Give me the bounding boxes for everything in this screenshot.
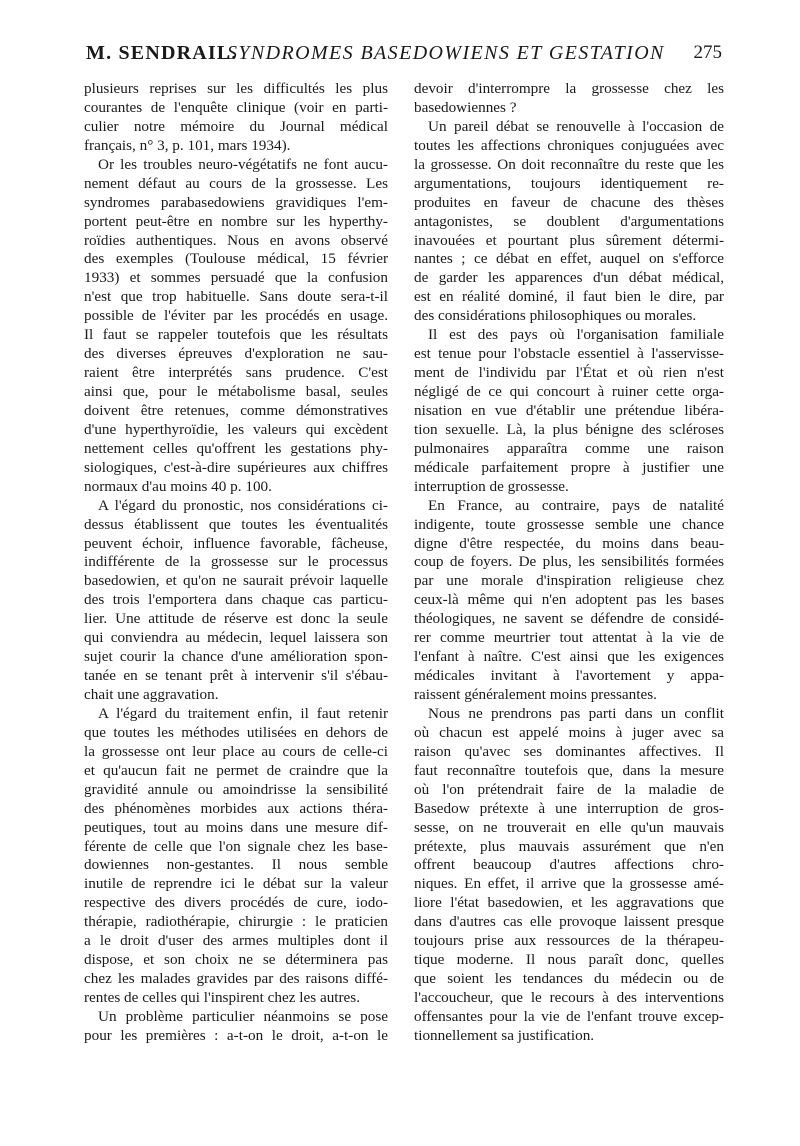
- text-line: nement défaut au cours de la grossesse. Les: [84, 174, 388, 192]
- text-line: offensantes pour la vie de l'enfant trouve excep-: [414, 1007, 724, 1025]
- text-line: plusieurs reprises sur les difficultés les plus: [84, 80, 388, 97]
- text-line: d'une hyperthyroïdie, les valeurs qui excèdent: [84, 420, 388, 438]
- text-line: par une morale d'inspiration religieuse chez: [414, 572, 724, 590]
- text-line: Il est des pays où l'organisation familiale: [428, 326, 724, 344]
- text-line: siologiques, c'est-à-dire supérieures aux chiffres: [84, 458, 388, 476]
- text-line: digne d'être respectée, du moins dans beau-: [414, 534, 724, 552]
- text-line: possible de l'éviter par les procédés en usage.: [84, 307, 388, 325]
- text-line: faut reconnaître toutefois que, dans la mesure: [414, 761, 724, 779]
- text-line: théologiques, ne savent se défendre de considé-: [414, 610, 724, 628]
- left-column: [84, 80, 388, 1046]
- text-line: ainsi que, pour le métabolisme basal, seules: [84, 383, 388, 400]
- text-line: Il faut se rappeler toutefois que les résultats: [84, 326, 388, 344]
- text-line: tionnellement sa justification.: [414, 1026, 595, 1044]
- text-line: Or les troubles neuro-végétatifs ne font aucu-: [98, 155, 388, 173]
- text-line: Basedow prétexte à une interruption de gros-: [414, 799, 724, 817]
- text-line: ceux-là même qui n'en adoptent pas les bases: [414, 591, 724, 609]
- text-line: tique moderne. Il nous paraît donc, quelles: [414, 951, 724, 969]
- text-line: raison qu'avec ses dominantes affectives. Il: [414, 742, 724, 760]
- text-line: produites en faveur de chacune des thèses: [414, 193, 724, 211]
- text-line: courantes de l'enquête clinique (voir en parti-: [84, 98, 388, 116]
- text-line: indigente, toute grossesse semble une chance: [414, 515, 724, 533]
- text-line: des exemples (Toulouse médical, 15 février: [84, 250, 388, 268]
- text-line: férente de celle que l'on signale chez les base-: [84, 837, 388, 855]
- text-line: gravidité annule ou amoindrisse la sensibilité: [84, 780, 388, 798]
- text-line: des considérations philosophiques ou morales.: [414, 307, 697, 325]
- text-line: la grossesse ont leur place au cours de celle-ci: [84, 742, 388, 760]
- text-line: basedowiennes ?: [414, 98, 517, 116]
- header-author: M. SENDRAIL.: [86, 42, 238, 64]
- text-line: tion sexuelle. Là, la plus bénigne des scléroses: [414, 420, 724, 438]
- text-line: nisation en vue d'établir une prétendue libéra-: [414, 401, 724, 419]
- text-line: Nous ne prendrons pas parti dans un conflit: [428, 704, 724, 722]
- text-line: inavouées et pourtant plus sûrement détermi-: [414, 231, 724, 249]
- text-line: coup de foyers. De plus, les sensibilités formées: [414, 553, 724, 571]
- text-line: Un pareil débat se renouvelle à l'occasion de: [428, 117, 724, 135]
- text-line: antagonistes, se doublent d'argumentations: [414, 212, 724, 230]
- text-line: lier. Une attitude de réserve est donc la seule: [84, 610, 388, 628]
- text-line: négligé de ce qui concourt à ruiner cette orga-: [414, 383, 724, 400]
- text-line: que toutes les méthodes utilisées en dehors de: [84, 723, 388, 741]
- text-line: toutes les affections chroniques conjuguées avec: [414, 136, 724, 154]
- text-line: normaux d'au moins 40 p. 100.: [84, 477, 272, 495]
- text-line: dowiennes non-gestantes. Il nous semble: [84, 856, 388, 874]
- text-line: pulmonaires apparaîtra comme une raison: [414, 439, 724, 457]
- text-line: dessus établissent que toutes les éventualités: [84, 515, 388, 533]
- text-line: A l'égard du traitement enfin, il faut retenir: [98, 704, 388, 722]
- text-line: rer comme meurtrier tout attentat à la vie de: [414, 629, 724, 647]
- text-line: thérapie, radiothérapie, chirurgie : le praticien: [84, 913, 388, 931]
- text-line: niques. En effet, il arrive que la grossesse amé-: [414, 875, 724, 893]
- text-line: peutiques, tout au moins dans une mesure dif-: [84, 818, 388, 836]
- text-line: des diverses épreuves d'exploration ne sau-: [84, 345, 388, 363]
- text-line: l'enfant à naître. C'est ainsi que les exigences: [414, 648, 724, 666]
- text-line: tanée en se tenant prêt à intervenir s'il s'ébau-: [84, 667, 388, 685]
- text-line: dans d'autres cas elle provoque laissent presque: [414, 913, 724, 931]
- text-line: et qu'aucun fait ne permet de craindre que la: [84, 761, 388, 779]
- text-line: de garder les apparences d'un débat médical,: [414, 269, 724, 287]
- text-line: qui conviendra au médecin, lequel laissera son: [84, 629, 388, 647]
- right-column: [414, 80, 724, 1046]
- text-line: roïdies authentiques. Nous en avons observé: [84, 231, 388, 249]
- text-line: des trois l'emportera dans chaque cas particu-: [84, 591, 388, 609]
- text-line: que soient les tendances du médecin ou de: [414, 970, 724, 988]
- text-line: rentes de celles qui l'inspirent chez les autres.: [84, 989, 361, 1006]
- text-line: En France, au contraire, pays de natalité: [428, 496, 724, 514]
- text-line: Un problème particulier néanmoins se pose: [98, 1007, 388, 1025]
- text-line: toujours prise aux ressources de la thérapeu-: [414, 932, 724, 950]
- text-line: ment de l'individu par l'État et où rien n'est: [414, 364, 724, 382]
- text-line: médicale parfaitement propre à justifier une: [414, 458, 724, 476]
- text-line: chait une aggravation.: [84, 686, 219, 703]
- text-line: sujet courir la chance d'une amélioration spon-: [84, 648, 388, 666]
- text-line: prétexte, plus mauvais assurément que n'en: [414, 837, 724, 855]
- text-line: syndromes parabasedowiens gravidiques l'em-: [84, 193, 388, 211]
- text-line: où chacun est appelé moins à juger avec sa: [414, 723, 724, 741]
- text-line: est tenue pour l'obstacle essentiel à l'asservisse-: [414, 345, 724, 363]
- text-line: médicales invitant à l'avortement y appa-: [414, 667, 724, 685]
- text-line: l'accoucheur, que le recours à des interventions: [414, 989, 724, 1006]
- text-line: chez les malades gravides par des raisons diffé-: [84, 970, 388, 988]
- text-line: dispose, et son choix ne se déterminera pas: [84, 951, 388, 969]
- text-line: devoir d'interrompre la grossesse chez les: [414, 80, 724, 97]
- text-line: a le droit d'user des armes multiples dont il: [84, 932, 388, 950]
- text-line: argumentations, toujours identiquement re-: [414, 174, 724, 192]
- text-line: raient être interprétés sans prudence. C'est: [84, 364, 388, 382]
- text-line: offrent beaucoup d'autres affections chro-: [414, 856, 724, 874]
- text-line: liore l'état basedowien, et les aggravations que: [414, 894, 724, 912]
- text-line: indifférente de la grossesse sur le processus: [84, 553, 388, 571]
- text-line: A l'égard du pronostic, nos considérations ci-: [98, 496, 388, 514]
- text-line: peuvent échoir, influence favorable, fâcheuse,: [84, 534, 388, 552]
- header-title: SYNDROMES BASEDOWIENS ET GESTATION: [227, 42, 665, 64]
- text-line: basedowien, et qu'on ne saurait prévoir laquelle: [84, 572, 388, 590]
- text-line: respective des divers procédés de cure, iodo-: [84, 894, 388, 912]
- text-line: raissent généralement moins pressantes.: [414, 686, 657, 703]
- text-line: n'est que trop habituelle. Sans doute sera-t-il: [84, 288, 388, 306]
- text-line: pour les premières : a-t-on le droit, a-t-on le: [84, 1026, 388, 1044]
- text-line: la grossesse. On doit reconnaître du reste que les: [414, 155, 724, 173]
- text-line: est en réalité dominé, il faut bien le dire, par: [414, 288, 724, 306]
- text-line: doivent être retenues, comme démonstratives: [84, 401, 388, 419]
- running-header: [86, 42, 722, 74]
- page-number: 275: [693, 42, 722, 63]
- text-line: sesse, on ne trouverait en elle qu'un mauvais: [414, 818, 724, 836]
- text-line: portent peut-être en nombre sur les hyperthy-: [84, 212, 388, 230]
- text-line: nettement celles qu'offrent les gestations phy-: [84, 439, 388, 457]
- text-line: interruption de grossesse.: [414, 477, 569, 495]
- text-line: nantes ; ce débat en effet, auquel on s'efforce: [414, 250, 724, 268]
- text-line: où l'on prétendrait faire de la maladie de: [414, 780, 724, 798]
- text-line: culier notre mémoire du Journal médical: [84, 117, 388, 135]
- text-line: des phénomènes morbides aux actions théra-: [84, 799, 388, 817]
- text-line: français, n° 3, p. 101, mars 1934).: [84, 136, 291, 154]
- text-line: inutile de reprendre ici le débat sur la valeur: [84, 875, 388, 893]
- text-line: 1933) et sommes persuadé que la confusion: [84, 269, 388, 287]
